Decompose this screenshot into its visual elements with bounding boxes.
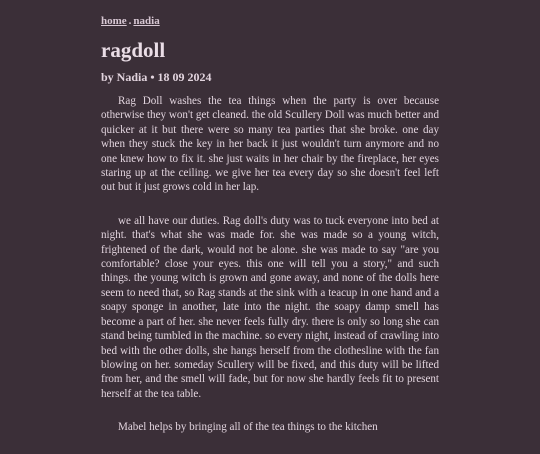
breadcrumb-separator: . bbox=[128, 15, 132, 27]
post-paragraph-1: Rag Doll washes the tea things when the party is over because otherwise they won't get cleaned. the old Scullery Doll was much better and quicker at it but there were so many tea parties that she broke. one day when they stuck the key in her back it just wouldn't turn anymore and no one knew how to fix it. she just waits in her chair by the fireplace, her eyes staring up at the ceiling. we give her tea every day so she doesn't feel left out but it just grows cold in her lap. bbox=[101, 95, 439, 194]
post-title: ragdoll bbox=[101, 38, 166, 62]
post-byline: by Nadia • 18 09 2024 bbox=[101, 70, 212, 84]
post-paragraph-2: we all have our duties. Rag doll's duty was to tuck everyone into bed at night. that's what she was made for. she was made so a young witch, frightened of the dark, would not be alone. she was made to say "are you comfortable? close your eyes. this one will tell you a story," and such things. the young witch is grown and gone away, and none of the dolls here seem to need that, so Rag stands at the sink with a teacup in one hand and a soapy sponge in another, late into the night. the soapy damp smell has become a part of her. she never feels fully dry. there is only so long she can stand being tumbled in the machine. so every night, instead of crawling into bed with the other dolls, she hangs herself from the clothesline with the fan blowing on her. someday Scullery will be fixed, and this duty will be lifted from her, and the smell will fade, but for now she hardly feels fit to present herself at the tea table. bbox=[101, 214, 439, 400]
breadcrumb-home-link[interactable]: home bbox=[101, 15, 127, 27]
post-paragraph-3: Mabel helps by bringing all of the tea things to the kitchen bbox=[118, 421, 378, 434]
post-body bbox=[101, 94, 439, 454]
breadcrumb-section-link[interactable]: nadia bbox=[133, 15, 160, 27]
breadcrumb bbox=[101, 15, 160, 27]
